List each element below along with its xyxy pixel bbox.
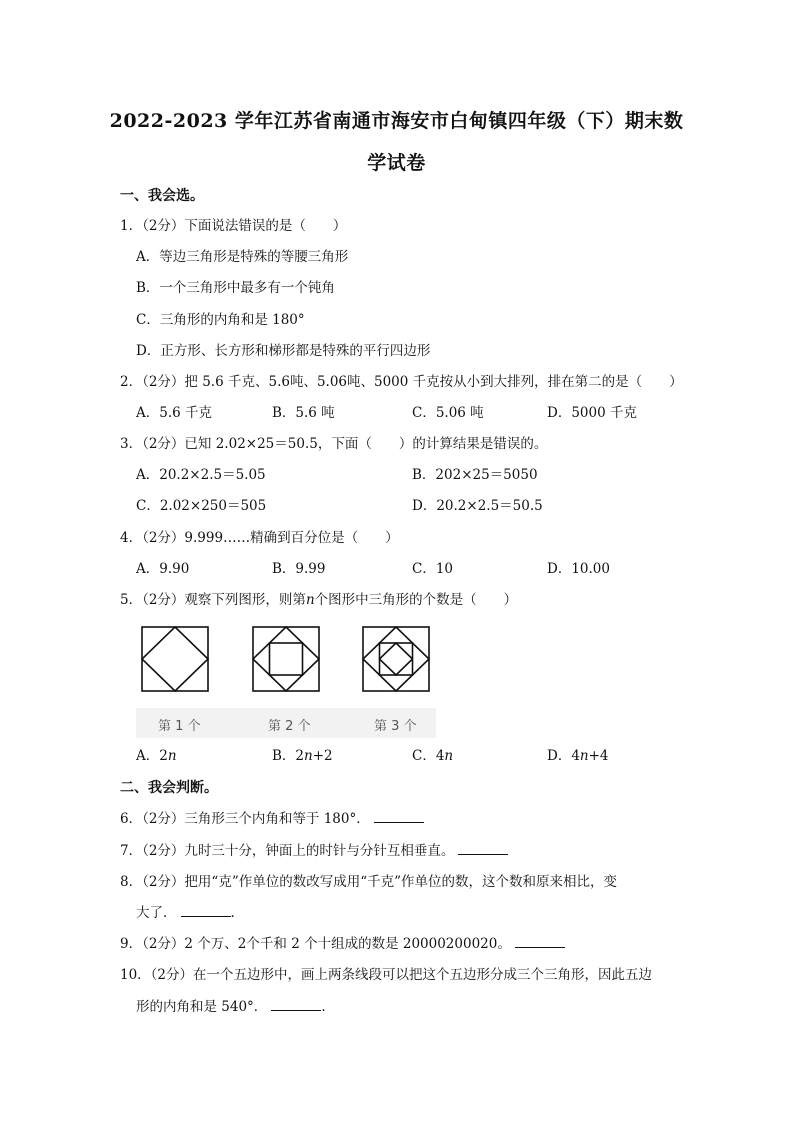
q5-stem-var: n bbox=[305, 592, 315, 608]
q4-option-c: C．10 bbox=[412, 561, 454, 577]
q2-option-d: D．5000 千克 bbox=[547, 405, 637, 421]
q3-stem: 3．（2分）已知 2.02×25＝50.5，下面（ ）的计算结果是错误的。 bbox=[120, 436, 548, 452]
figure-3-diamond bbox=[363, 627, 429, 691]
q10-line2 bbox=[136, 998, 326, 1016]
page-title-line2: 学试卷 bbox=[367, 152, 426, 174]
q2-option-b: B．5.6 吨 bbox=[272, 405, 335, 421]
q5-option-a bbox=[136, 747, 177, 765]
q8-end: . bbox=[230, 905, 235, 921]
q2-option-a: A．5.6 千克 bbox=[136, 405, 213, 421]
figure-1-outer-square bbox=[142, 627, 208, 691]
q10-answer-blank[interactable] bbox=[271, 998, 321, 1011]
q8-line1: 8．（2分）把用“克”作单位的数改写成用“千克”作单位的数，这个数和原来相比，变 bbox=[120, 874, 618, 890]
figure-2-outer-square bbox=[253, 627, 319, 691]
q7-answer-blank[interactable] bbox=[458, 842, 508, 855]
q3-option-a: A．20.2×2.5＝5.05 bbox=[136, 467, 266, 483]
q5-d-post: +4 bbox=[588, 748, 609, 764]
figure-3-label: 第 3 个 bbox=[374, 719, 417, 734]
q7 bbox=[120, 842, 508, 860]
q1-option-d: D．正方形、长方形和梯形都是特殊的平行四边形 bbox=[136, 343, 431, 359]
figure-3-outer-square bbox=[363, 627, 429, 691]
q6-answer-blank[interactable] bbox=[374, 810, 424, 823]
q1-option-a: A．等边三角形是特殊的等腰三角形 bbox=[136, 249, 349, 265]
figure-3-inner-diamond bbox=[380, 643, 413, 675]
q1-option-c: C．三角形的内角和是 180° bbox=[136, 312, 305, 328]
q10-line1: 10．（2分）在一个五边形中，画上两条线段可以把这个五边形分成三个三角形，因此五边 bbox=[120, 967, 653, 983]
q3-option-d: D．20.2×2.5＝50.5 bbox=[412, 498, 543, 514]
q5-stem bbox=[120, 591, 517, 609]
q3-option-c: C．2.02×250＝505 bbox=[136, 498, 267, 514]
q5-stem-pre: 5．（2分）观察下列图形，则第 bbox=[120, 592, 306, 608]
q1-stem: 1．（2分）下面说法错误的是（ ） bbox=[120, 218, 347, 234]
figure-3-inner-square bbox=[380, 643, 413, 675]
q5-a-var: n bbox=[167, 748, 177, 764]
q9 bbox=[120, 935, 565, 953]
figure-3 bbox=[362, 626, 432, 694]
page-title-line1: 2022-2023 学年江苏省南通市海安市白甸镇四年级（下）期末数 bbox=[109, 110, 684, 132]
q4-option-d: D．10.00 bbox=[547, 561, 610, 577]
figure-1-diamond bbox=[142, 627, 208, 691]
figure-2 bbox=[252, 626, 322, 694]
q10-text: 形的内角和是 540°． bbox=[136, 999, 268, 1015]
figure-1-label: 第 1 个 bbox=[158, 719, 201, 734]
q5-b-post: +2 bbox=[312, 748, 333, 764]
q6 bbox=[120, 810, 424, 828]
figure-2-label: 第 2 个 bbox=[268, 719, 311, 734]
section2-heading: 二、我会判断。 bbox=[120, 780, 218, 796]
q5-stem-post: 个图形中三角形的个数是（ ） bbox=[314, 592, 518, 608]
section1-heading: 一、我会选。 bbox=[120, 188, 204, 204]
q6-text: 6．（2分）三角形三个内角和等于 180°． bbox=[120, 811, 370, 827]
q5-option-c bbox=[412, 747, 453, 765]
q4-stem: 4．（2分）9.999……精确到百分位是（ ） bbox=[120, 530, 399, 546]
figure-2-diamond bbox=[253, 627, 319, 691]
q5-b-text: B．2 bbox=[272, 748, 305, 764]
figure-2-inner-square bbox=[270, 643, 303, 675]
q5-option-b bbox=[272, 747, 333, 765]
q4-option-a: A．9.90 bbox=[136, 561, 190, 577]
q10-end: . bbox=[321, 999, 326, 1015]
q9-answer-blank[interactable] bbox=[515, 935, 565, 948]
q9-text: 9．（2分）2 个万、2个千和 2 个十组成的数是 20000200020。 bbox=[120, 936, 511, 952]
q5-d-text: D．4 bbox=[547, 748, 580, 764]
q2-stem: 2．（2分）把 5.6 千克、5.6吨、5.06吨、5000 千克按从小到大排列，排在第二的是（ ） bbox=[120, 374, 683, 390]
q2-option-c: C．5.06 吨 bbox=[412, 405, 484, 421]
q1-option-b: B．一个三角形中最多有一个钝角 bbox=[136, 280, 335, 296]
q8-text: 大了． bbox=[136, 905, 177, 921]
q8-answer-blank[interactable] bbox=[181, 904, 231, 917]
q5-a-text: A．2 bbox=[136, 748, 168, 764]
q5-d-var: n bbox=[579, 748, 589, 764]
q8-line2 bbox=[136, 904, 235, 922]
q5-c-var: n bbox=[444, 748, 454, 764]
q5-b-var: n bbox=[304, 748, 313, 764]
q3-option-b: B．202×25＝5050 bbox=[412, 467, 538, 483]
q5-c-text: C．4 bbox=[412, 748, 445, 764]
q7-text: 7．（2分）九时三十分，钟面上的时针与分针互相垂直。 bbox=[120, 843, 455, 859]
q4-option-b: B．9.99 bbox=[272, 561, 326, 577]
figure-1 bbox=[141, 626, 211, 694]
q5-option-d bbox=[547, 747, 609, 765]
